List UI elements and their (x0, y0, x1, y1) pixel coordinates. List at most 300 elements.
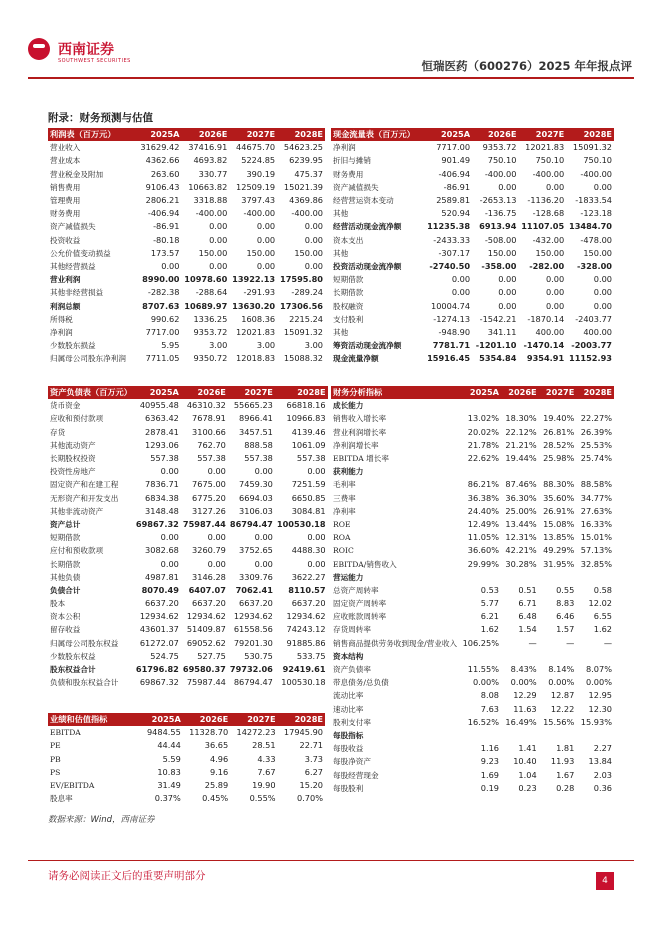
cell-value: 15.56% (543, 716, 575, 727)
cell-value: 9484.55 (146, 727, 181, 738)
cell-value: 0.00 (498, 181, 517, 192)
cell-value: 0.00 (256, 221, 276, 232)
table-row (331, 703, 614, 716)
cell-value: 9354.91 (526, 353, 565, 364)
cell-value (539, 650, 577, 663)
cell-value (576, 399, 614, 412)
cell-value: 17945.90 (283, 727, 323, 738)
cell-value: 150.00 (294, 247, 323, 258)
cell-value: 9106.43 (145, 181, 180, 192)
table-row (331, 286, 614, 299)
cell-value: 173.57 (150, 247, 180, 258)
column-header: 2027E (518, 128, 566, 141)
cell-value (501, 650, 539, 663)
table-row (48, 154, 325, 167)
cell-value: 36.60% (467, 545, 499, 556)
table-row (48, 326, 325, 339)
cell-value: 17595.80 (280, 274, 323, 285)
row-label: 其他非经营损益 (50, 288, 104, 298)
table-row (331, 676, 614, 689)
cell-value: 1.16 (480, 743, 499, 754)
cell-value: -1201.10 (475, 340, 517, 351)
cell-value: 13.44% (505, 518, 537, 529)
table-row (331, 742, 614, 755)
cell-value: -328.00 (577, 260, 612, 271)
cell-value (459, 571, 501, 584)
row-label: 少数股东损益 (50, 341, 96, 351)
table-row (331, 610, 614, 623)
cell-value (501, 729, 539, 742)
row-label: 资本结构 (333, 651, 364, 661)
balance-sheet-table (48, 386, 328, 689)
cell-value: 69052.62 (186, 637, 226, 648)
table-header-row (48, 713, 325, 726)
row-label: 净利润 (50, 327, 73, 337)
cell-value: 0.00% (510, 677, 537, 688)
cell-value: 3797.43 (241, 195, 276, 206)
cell-value (576, 571, 614, 584)
table-row (48, 181, 325, 194)
table-row (331, 439, 614, 452)
cell-value: 3146.28 (192, 571, 226, 582)
company-logo (28, 38, 138, 68)
cell-value: 8.83 (556, 598, 575, 609)
cell-value: -400.00 (291, 208, 323, 219)
cell-value: 10663.82 (188, 181, 228, 192)
table-row (331, 663, 614, 676)
row-label: 总资产周转率 (333, 585, 379, 595)
cell-value: 1.41 (518, 743, 537, 754)
cell-value: 750.10 (535, 155, 565, 166)
cell-value: 12.29 (513, 690, 537, 701)
cell-value: 0.00 (160, 558, 179, 569)
table-row (331, 399, 614, 412)
cell-value: 0.00% (548, 677, 575, 688)
table-row (48, 234, 325, 247)
cell-value: 750.10 (487, 155, 517, 166)
cell-value: 6694.03 (239, 492, 273, 503)
cell-value: 762.70 (197, 439, 226, 450)
cell-value: 24.40% (467, 505, 499, 516)
cell-value: 7717.00 (145, 326, 180, 337)
cell-value: -86.91 (153, 221, 180, 232)
cell-value: 10.40 (513, 756, 537, 767)
cell-value: 0.00 (304, 234, 323, 245)
cell-value: 0.00 (207, 558, 226, 569)
cell-value: 3106.03 (239, 505, 273, 516)
cell-value: 25.74% (580, 453, 612, 464)
cell-value: 0.00 (209, 234, 228, 245)
table-title: 资产负债表（百万元） (48, 386, 134, 399)
row-label: 获利能力 (333, 467, 364, 477)
cell-value: 35.60% (543, 492, 575, 503)
cell-value: 19.44% (505, 453, 537, 464)
cell-value: 75987.44 (186, 677, 226, 688)
cell-value: 8110.57 (288, 584, 326, 595)
cell-value: 0.00 (160, 532, 179, 543)
table-title: 现金流量表（百万元） (331, 128, 424, 141)
cell-value: 7062.41 (235, 584, 273, 595)
cell-value: 66818.16 (286, 400, 326, 411)
column-header: 2025A (424, 128, 472, 141)
cell-value: 19.90 (252, 780, 276, 791)
column-header: 2026E (472, 128, 518, 141)
cell-value: 1.62 (593, 624, 612, 635)
cell-value: 1.57 (556, 624, 575, 635)
cell-value: 0.19 (480, 782, 499, 793)
cell-value: 34.77% (580, 492, 612, 503)
cell-value: -2653.13 (479, 195, 517, 206)
table-row (331, 260, 614, 273)
cell-value: 13.02% (467, 413, 499, 424)
cell-value: 6650.85 (291, 492, 326, 503)
cell-value: 43601.37 (139, 624, 179, 635)
cell-value: 7711.05 (145, 353, 180, 364)
column-header: 2027E (229, 128, 277, 141)
cell-value: -289.24 (291, 287, 323, 298)
table-row (331, 181, 614, 194)
row-label: 营业利润增长率 (333, 427, 387, 437)
cell-value: -1542.21 (479, 313, 517, 324)
table-row (331, 247, 614, 260)
cell-value: 0.58 (593, 584, 612, 595)
cell-value: -400.00 (243, 208, 276, 219)
cell-value: 6.21 (480, 611, 499, 622)
cell-value: 57.13% (580, 545, 612, 556)
column-header: 2027E (230, 713, 277, 726)
cell-value: 16.52% (467, 716, 499, 727)
cell-value: 31.49 (157, 780, 181, 791)
cell-value: 6637.20 (291, 598, 326, 609)
cell-value: 8.07% (585, 664, 612, 675)
cell-value: 3.73 (304, 753, 323, 764)
cell-value: 888.58 (244, 439, 273, 450)
row-label: 销售收入增长率 (333, 414, 387, 424)
cell-value: 4362.66 (145, 155, 180, 166)
table-row (331, 650, 614, 663)
row-label: 应收账款周转率 (333, 612, 387, 622)
table-row (331, 194, 614, 207)
cell-value: 11328.70 (189, 727, 229, 738)
table-row (48, 557, 328, 570)
cell-value: — (528, 637, 537, 648)
cell-value: 40955.48 (139, 400, 179, 411)
cell-value (459, 729, 501, 742)
cell-value: 400.00 (535, 326, 565, 337)
table-row (48, 313, 325, 326)
table-row (48, 676, 328, 689)
cell-value: 7251.59 (291, 479, 326, 490)
cell-value: 9353.72 (193, 326, 228, 337)
footer-divider (28, 860, 634, 861)
cell-value (501, 465, 539, 478)
table-row (48, 637, 328, 650)
cell-value: 557.38 (296, 453, 326, 464)
cell-value: 15088.32 (283, 353, 323, 364)
cell-value: 1.81 (556, 743, 575, 754)
table-row (48, 412, 328, 425)
cell-value: 16.33% (580, 518, 612, 529)
cell-value: 3082.68 (145, 545, 179, 556)
row-label: 支付股利 (333, 314, 364, 324)
table-row (48, 753, 325, 766)
cell-value: -307.17 (438, 247, 471, 258)
table-row (331, 452, 614, 465)
cell-value (501, 399, 539, 412)
cell-value: 8.14% (548, 664, 575, 675)
table-row (48, 766, 325, 779)
table-row (331, 207, 614, 220)
cell-value: 0.00 (254, 466, 273, 477)
cell-value: 3148.48 (145, 505, 179, 516)
cell-value: 4.33 (257, 753, 276, 764)
cell-value: 15.01% (580, 532, 612, 543)
row-label: ROA (333, 533, 351, 543)
cell-value: 15.08% (543, 518, 575, 529)
cell-value: 61558.56 (233, 624, 273, 635)
row-label: 经营活动现金流净额 (333, 222, 402, 232)
cell-value: 0.00 (209, 260, 228, 271)
table-title: 财务分析指标 (331, 386, 459, 399)
cell-value: 527.75 (197, 650, 226, 661)
cashflow-statement-table (331, 128, 614, 365)
cell-value: 11.05% (467, 532, 499, 543)
cell-value: 0.00 (498, 287, 517, 298)
cell-value: 901.49 (441, 155, 471, 166)
row-label: 存货周转率 (333, 625, 371, 635)
cell-value: 49.29% (543, 545, 575, 556)
cell-value: 15916.45 (427, 353, 471, 364)
table-row (48, 584, 328, 597)
row-label: 少数股东权益 (50, 651, 96, 661)
table-row (331, 584, 614, 597)
row-label: 其他 (333, 248, 349, 258)
cell-value (501, 571, 539, 584)
row-label: 每股净资产 (333, 757, 371, 767)
cell-value: 0.00 (304, 260, 323, 271)
cell-value: 88.58% (580, 479, 612, 490)
cell-value: 15021.39 (283, 181, 323, 192)
cell-value: 3309.76 (239, 571, 273, 582)
row-label: 每股指标 (333, 730, 364, 740)
cell-value: 533.75 (296, 650, 326, 661)
row-label: 销售商品提供劳务收到现金/营业收入 (333, 638, 458, 648)
data-source-note: 数据来源：Wind，西南证券 (48, 815, 155, 825)
cell-value: 0.00 (498, 300, 517, 311)
table-row (48, 465, 328, 478)
logo-text: 西南证券 (58, 42, 114, 58)
cell-value: -406.94 (438, 168, 471, 179)
table-row (331, 557, 614, 570)
table-row (48, 518, 328, 531)
cell-value: 0.00% (585, 677, 612, 688)
row-label: 应付和预收款项 (50, 546, 104, 556)
cell-value: -282.00 (529, 260, 565, 271)
cell-value: 15091.32 (572, 142, 612, 153)
cell-value: 2.27 (593, 743, 612, 754)
cell-value: -123.18 (580, 208, 612, 219)
table-row (331, 755, 614, 768)
cell-value: 0.00 (161, 260, 180, 271)
cell-value: 61796.82 (135, 664, 179, 675)
table-row (331, 597, 614, 610)
row-label: 带息债务/总负债 (333, 678, 389, 688)
column-header: 2026E (183, 713, 230, 726)
cell-value: 0.00 (304, 221, 323, 232)
cell-value: -2740.50 (429, 260, 471, 271)
row-label: ROIC (333, 546, 354, 556)
cell-value: 12018.83 (236, 353, 276, 364)
cell-value: 69867.32 (139, 677, 179, 688)
row-label: 资产减值损失 (50, 222, 96, 232)
cell-value: 6.71 (518, 598, 537, 609)
row-label: 股利支付率 (333, 717, 371, 727)
cell-value: 8070.49 (141, 584, 179, 595)
cell-value: 9.23 (480, 756, 499, 767)
table-row (331, 313, 614, 326)
cell-value: 7459.30 (239, 479, 273, 490)
cell-value: 150.00 (246, 247, 276, 258)
cell-value: 0.00 (307, 532, 326, 543)
row-label: 其他 (333, 209, 349, 219)
cell-value: 12.30 (588, 703, 612, 714)
income-statement-table (48, 128, 325, 365)
cell-value: 8.43% (510, 664, 537, 675)
cell-value: 75987.44 (182, 518, 226, 529)
cell-value: 27.63% (580, 505, 612, 516)
cell-value: 6637.20 (145, 598, 179, 609)
table-row (331, 478, 614, 491)
cell-value: 5224.85 (241, 155, 276, 166)
row-label: 投资性房地产 (50, 467, 96, 477)
row-label: 毛利率 (333, 480, 356, 490)
cell-value: 0.00 (256, 260, 276, 271)
cell-value: 0.00 (254, 558, 273, 569)
cell-value: 44.44 (157, 740, 181, 751)
row-label: 资产减值损失 (333, 182, 379, 192)
cell-value: -358.00 (481, 260, 517, 271)
row-label: 股东权益合计 (50, 665, 96, 675)
row-label: 销售费用 (50, 182, 81, 192)
table-row (48, 610, 328, 623)
row-label: 财务费用 (333, 169, 364, 179)
cell-value: 21.78% (467, 439, 499, 450)
table-row (331, 518, 614, 531)
row-label: 短期借款 (333, 275, 364, 285)
table-header-row (48, 386, 328, 399)
header-divider (28, 77, 634, 79)
table-row (331, 352, 614, 365)
cell-value: 12934.62 (139, 611, 179, 622)
cell-value: 11.55% (467, 664, 499, 675)
cell-value (539, 571, 577, 584)
column-header: 2025A (136, 128, 182, 141)
cell-value: 10004.74 (430, 300, 471, 311)
column-header: 2028E (277, 128, 325, 141)
cell-value: 3622.27 (291, 571, 326, 582)
cell-value: 3127.26 (192, 505, 226, 516)
row-label: 其他非流动资产 (50, 506, 104, 516)
column-header: 2026E (181, 128, 229, 141)
cell-value: 18.30% (505, 413, 537, 424)
cell-value: 51409.87 (186, 624, 226, 635)
cell-value: 79201.30 (233, 637, 273, 648)
cell-value: 13484.70 (569, 221, 612, 232)
cell-value: -80.18 (153, 234, 180, 245)
table-row (331, 220, 614, 233)
cell-value: -282.38 (147, 287, 180, 298)
cell-value: -1136.20 (527, 195, 565, 206)
table-row (48, 571, 328, 584)
cell-value: 263.60 (150, 168, 180, 179)
cell-value: 1.67 (556, 769, 575, 780)
table-row (331, 689, 614, 702)
table-row (331, 273, 614, 286)
row-label: EV/EBITDA (50, 781, 95, 791)
cell-value: 150.00 (198, 247, 228, 258)
cell-value: 0.37% (154, 793, 181, 804)
cell-value: 7781.71 (432, 340, 471, 351)
table-row (48, 726, 325, 739)
cell-value: 11107.05 (521, 221, 565, 232)
cell-value: 29.99% (467, 558, 499, 569)
row-label: 资产负债率 (333, 665, 371, 675)
cell-value: 7678.91 (192, 413, 226, 424)
column-header: 2026E (181, 386, 228, 399)
cell-value: 86794.47 (229, 518, 273, 529)
cell-value: 750.10 (583, 155, 612, 166)
cell-value: 31.95% (543, 558, 575, 569)
table-row (48, 739, 325, 752)
cell-value: 13.85% (543, 532, 575, 543)
cell-value: 7.63 (480, 703, 499, 714)
cell-value: 12934.62 (186, 611, 226, 622)
cell-value: 15091.32 (283, 326, 323, 337)
cell-value: 22.27% (580, 413, 612, 424)
cell-value: 0.00 (160, 466, 179, 477)
table-row (331, 168, 614, 181)
cell-value: 0.00 (593, 181, 612, 192)
row-label: 净利润增长率 (333, 440, 379, 450)
cell-value: 13922.13 (232, 274, 276, 285)
column-header: 2025A (459, 386, 501, 399)
column-header: 2026E (501, 386, 539, 399)
cell-value: 3084.81 (291, 505, 326, 516)
cell-value: 25.53% (580, 439, 612, 450)
cell-value: -1833.54 (575, 195, 612, 206)
table-row (48, 426, 328, 439)
row-label: 无形资产和开发支出 (50, 493, 119, 503)
cell-value: 6637.20 (192, 598, 226, 609)
table-row (331, 412, 614, 425)
cell-value: 12.02 (588, 598, 612, 609)
cell-value: 100530.18 (281, 677, 326, 688)
table-row (48, 299, 325, 312)
table-row (48, 544, 328, 557)
cell-value: -400.00 (580, 168, 612, 179)
cell-value: 36.30% (505, 492, 537, 503)
cell-value (576, 650, 614, 663)
cell-value: -136.75 (484, 208, 517, 219)
cell-value: 0.00 (451, 274, 471, 285)
cell-value: 6.48 (518, 611, 537, 622)
cell-value: 1.54 (518, 624, 537, 635)
cell-value: 92419.61 (282, 664, 326, 675)
cell-value: 9350.72 (193, 353, 228, 364)
cell-value: 530.75 (244, 650, 273, 661)
cell-value: 19.40% (543, 413, 575, 424)
cell-value: 6239.95 (289, 155, 323, 166)
